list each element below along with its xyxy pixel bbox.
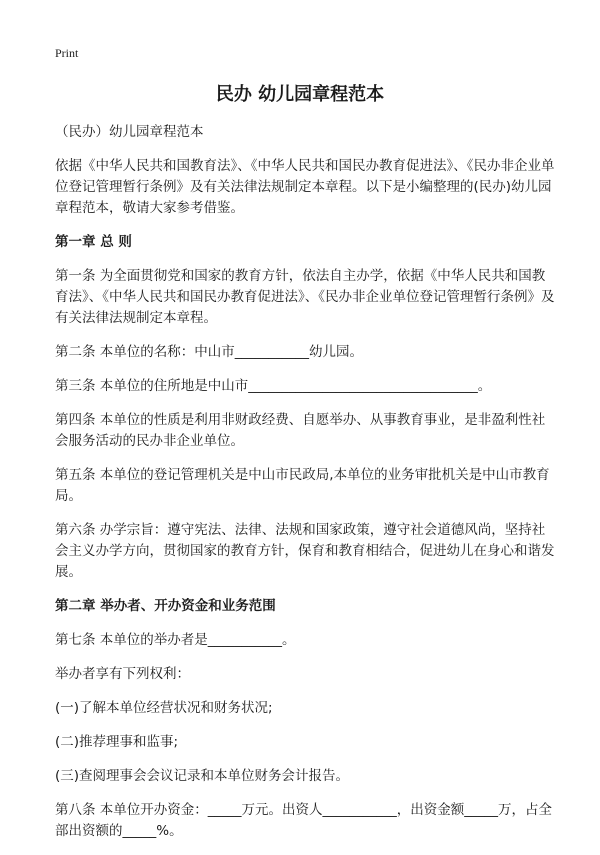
right-item-1: (一)了解本单位经营状况和财务状况; bbox=[55, 700, 273, 716]
intro-paragraph: 依据《中华人民共和国教育法》、《中华人民共和国民办教育促进法》、《民办非企业单位登记管理暂行条例》及有关法律法规制定本章程。以下是小编整理的(民办)幼儿园章程范本，敬请大家参考借鉴。 bbox=[55, 158, 555, 216]
article-1: 第一条 为全面贯彻党和国家的教育方针，依法自主办学，依据《中华人民共和国教育法》、《中华人民共和国民办教育促进法》、《民办非企业单位登记管理暂行条例》及有关法律法规制定本章程。 bbox=[55, 268, 555, 326]
right-item-2: (二)推荐理事和监事; bbox=[55, 734, 179, 750]
chapter-2-heading: 第二章 举办者、开办资金和业务范围 bbox=[55, 598, 276, 614]
document-title: 民办 幼儿园章程范本 bbox=[215, 84, 385, 105]
document-body bbox=[55, 122, 555, 855]
article-6: 第六条 办学宗旨：遵守宪法、法律、法规和国家政策，遵守社会道德风尚，坚持社会主义办学方向，贯彻国家的教育方针，保育和教育相结合，促进幼儿在身心和谐发展。 bbox=[55, 522, 555, 580]
rights-intro: 举办者享有下列权利： bbox=[55, 666, 190, 682]
chapter-1-heading: 第一章 总 则 bbox=[55, 234, 132, 250]
article-4: 第四条 本单位的性质是利用非财政经费、自愿举办、从事教育事业，是非盈利性社会服务活动的民办非企业单位。 bbox=[55, 412, 546, 449]
article-8: 第八条 本单位开办资金：_____万元。出资人___________，出资金额_____万，占全部出资额的_____%。 bbox=[55, 802, 553, 839]
article-2: 第二条 本单位的名称：中山市___________幼儿园。 bbox=[55, 344, 364, 360]
article-7: 第七条 本单位的举办者是___________。 bbox=[55, 632, 296, 648]
article-5: 第五条 本单位的登记管理机关是中山市民政局,本单位的业务审批机关是中山市教育局。 bbox=[55, 467, 550, 504]
article-3: 第三条 本单位的住所地是中山市__________________________________。 bbox=[55, 378, 492, 394]
document-subtitle: （民办）幼儿园章程范本 bbox=[55, 124, 204, 140]
print-link[interactable]: Print bbox=[55, 46, 79, 60]
right-item-3: (三)查阅理事会会议记录和本单位财务会计报告。 bbox=[55, 768, 350, 784]
